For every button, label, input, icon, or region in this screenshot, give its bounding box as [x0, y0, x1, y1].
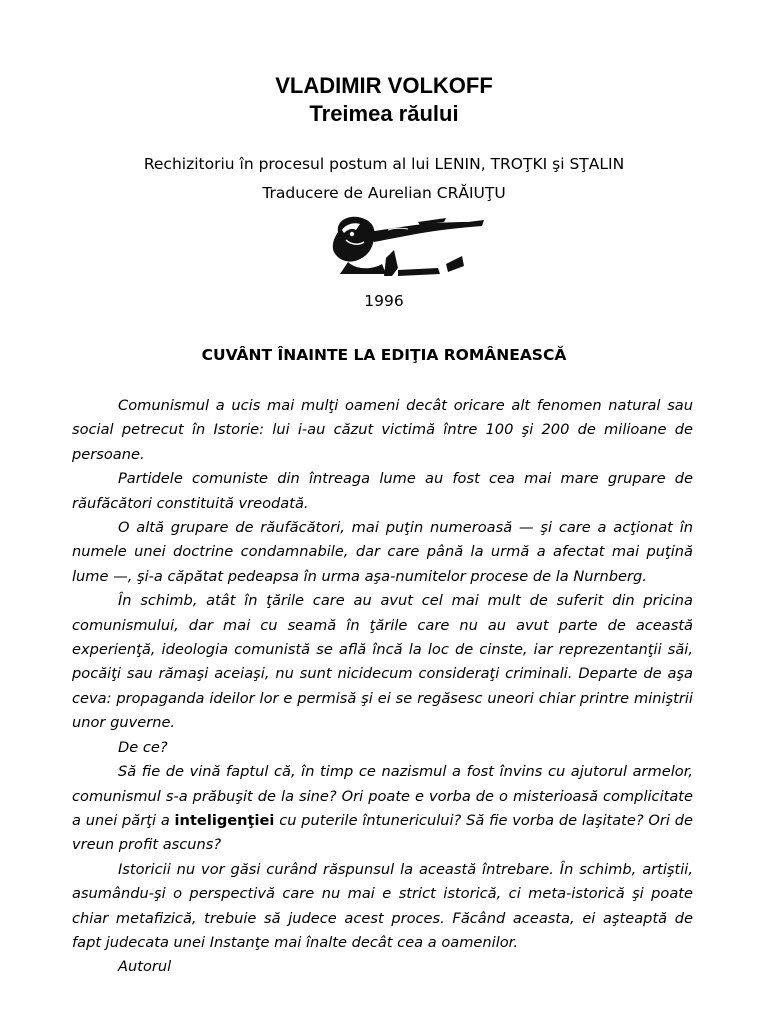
- paragraph-4: În schimb, atât în ţările care au avut cel mai mult de suferit din pricina comunismului, dar mai cu seamă în ţările care nu au avut parte de această experienţă, ideologia comunistă se află încă la loc de cinste, iar reprezentanţii săi, pocăiţi sau rămaşi aceiaşi, nu sunt nicidecum consideraţi criminali. Departe de aşa ceva: propaganda ideilor lor e permisă şi ei se regăsesc uneori chiar printre miniştrii unor guverne.: [72, 592, 693, 732]
- publication-year: 1996: [364, 292, 404, 310]
- body-text: [72, 394, 693, 980]
- section-heading: CUVÂNT ÎNAINTE LA EDIŢIA ROMÂNEASCĂ: [201, 346, 567, 364]
- paragraph-1: Comunismul a ucis mai mulţi oameni decât oricare alt fenomen natural sau social petrecut în Istorie: lui i-au căzut victimă între 100 şi 200 de milioane de persoane.: [72, 397, 693, 463]
- author-name: VLADIMIR VOLKOFF: [275, 73, 493, 98]
- eagle-head-publisher-logo-icon: [328, 210, 486, 280]
- translator-credit: Traducere de Aurelian CRĂIUŢU: [262, 184, 506, 202]
- book-subtitle: Rechizitoriu în procesul postum al lui LENIN, TROŢKI şi SŢALIN: [143, 155, 625, 173]
- paragraph-7: Istoricii nu vor găsi curând răspunsul la această întrebare. În schimb, artiştii, asumându-şi o perspectivă care nu mai e strict istorică, ci meta-istorică şi poate chiar metafizică, trebuie să judece acest proces. Făcând aceasta, ei aşteaptă de fapt judecata unei Instanţe mai înalte decât cea a oamenilor.: [72, 860, 693, 951]
- emphasized-term: inteligenţiei: [174, 811, 275, 829]
- paragraph-3: O altă grupare de răufăcători, mai puţin numeroasă — şi care a acţionat în numele unei doctrine condamnabile, dar care până la urmă a afectat mai puţină lume —, şi-a căpătat pedeapsa în urma aşa-numitelor procese de la Nurnberg.: [72, 519, 693, 585]
- paragraph-5: De ce?: [118, 738, 168, 756]
- paragraph-6-start: Să fie de vină faptul că, în timp ce nazismul a fost învins cu ajutorul armelor, comunismul s-a prăbuşit de la sine? Ori poate e vorba de o misterioasă complicitate a unei părţi a: [72, 763, 693, 829]
- paragraph-2: Partidele comuniste din întreaga lume au fost cea mai mare grupare de răufăcători constituită vreodată.: [72, 470, 693, 512]
- paragraph-6: [72, 760, 693, 858]
- signature: Autorul: [118, 958, 172, 976]
- book-title: Treimea răului: [309, 101, 459, 126]
- paragraph-6-end: cu puterile întunericului? Să fie vorba de laşitate? Ori de vreun profit ascuns?: [72, 811, 693, 854]
